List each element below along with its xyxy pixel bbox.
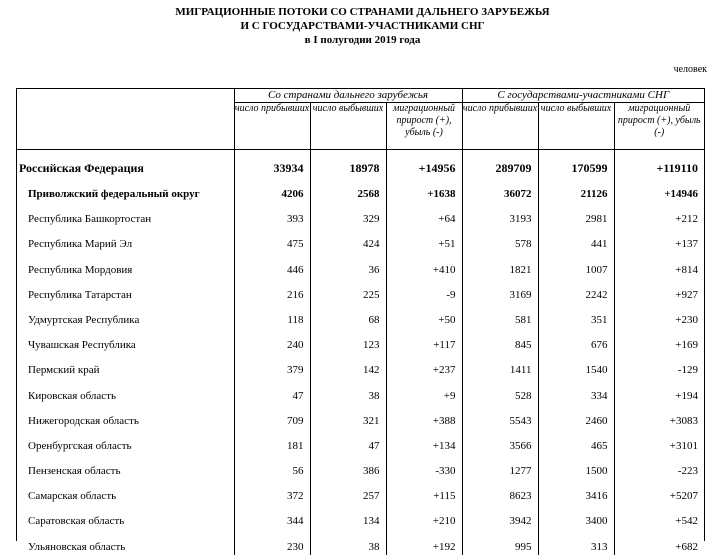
group-cis-header: С государствами-участниками СНГ: [462, 88, 704, 103]
cell-value: +410: [386, 252, 462, 277]
cell-value: +5207: [614, 479, 704, 504]
cell-value: 4206: [234, 178, 310, 202]
title-line-3: в I полугодии 2019 года: [304, 34, 421, 46]
cell-value: 38: [310, 529, 386, 554]
cell-value: 321: [310, 404, 386, 429]
cell-value: 36: [310, 252, 386, 277]
cell-value: 1540: [538, 353, 614, 378]
row-name: Чувашская Республика: [28, 339, 136, 352]
cell-value: +682: [614, 529, 704, 554]
cell-value: 578: [462, 227, 538, 252]
units-label: человек: [673, 64, 707, 75]
cell-value: +210: [386, 504, 462, 529]
table-row: [16, 404, 704, 429]
cell-value: +115: [386, 479, 462, 504]
cell-value: 845: [462, 328, 538, 353]
cell-value: +192: [386, 529, 462, 554]
cell-value: +388: [386, 404, 462, 429]
cell-value: 216: [234, 278, 310, 303]
cell-value: 289709: [462, 150, 538, 179]
row-name: Республика Башкортостан: [28, 213, 152, 226]
cell-value: +134: [386, 429, 462, 454]
cell-value: 465: [538, 429, 614, 454]
row-name: Российская Федерация: [19, 161, 144, 175]
cell-value: 170599: [538, 150, 614, 179]
cell-value: 8623: [462, 479, 538, 504]
row-name: Саратовская область: [28, 515, 125, 528]
far-departures-header: число выбывших: [310, 103, 386, 150]
table-row: [16, 303, 704, 328]
cell-value: +9: [386, 378, 462, 403]
cell-value: 1821: [462, 252, 538, 277]
cis-net-header: миграционный прирост (+), убыль (-): [614, 103, 704, 150]
cell-value: 38: [310, 378, 386, 403]
cell-value: 441: [538, 227, 614, 252]
header-sub-row: [16, 103, 704, 150]
cell-value: -129: [614, 353, 704, 378]
cell-value: +117: [386, 328, 462, 353]
cell-value: 1007: [538, 252, 614, 277]
cell-value: 18978: [310, 150, 386, 179]
table-row: [16, 504, 704, 529]
row-name: Кировская область: [28, 389, 117, 402]
cell-value: 47: [310, 429, 386, 454]
row-name: Приволжский федеральный округ: [28, 188, 200, 200]
cell-value: +237: [386, 353, 462, 378]
cell-value: 709: [234, 404, 310, 429]
cell-value: +64: [386, 202, 462, 227]
cis-arrivals-header: число прибывших: [462, 103, 538, 150]
cell-value: +212: [614, 202, 704, 227]
cell-value: +1638: [386, 178, 462, 202]
district-row: [16, 178, 704, 202]
cis-departures-header: число выбывших: [538, 103, 614, 150]
cell-value: 329: [310, 202, 386, 227]
cell-value: 446: [234, 252, 310, 277]
cell-value: +3101: [614, 429, 704, 454]
cell-value: 3400: [538, 504, 614, 529]
cell-value: 393: [234, 202, 310, 227]
report-title: [0, 5, 725, 47]
row-name: Нижегородская область: [28, 414, 139, 427]
table-row: [16, 328, 704, 353]
cell-value: 123: [310, 328, 386, 353]
title-line-2: И С ГОСУДАРСТВАМИ-УЧАСТНИКАМИ СНГ: [240, 20, 485, 32]
cell-value: 995: [462, 529, 538, 554]
cell-value: +14946: [614, 178, 704, 202]
cell-value: +169: [614, 328, 704, 353]
cell-value: +50: [386, 303, 462, 328]
cell-value: +542: [614, 504, 704, 529]
cell-value: 2568: [310, 178, 386, 202]
cell-value: 3169: [462, 278, 538, 303]
cell-value: 372: [234, 479, 310, 504]
table-row: [16, 202, 704, 227]
total-row: [16, 150, 704, 179]
cell-value: +119110: [614, 150, 704, 179]
cell-value: 475: [234, 227, 310, 252]
cell-value: 1277: [462, 454, 538, 479]
title-line-1: МИГРАЦИОННЫЕ ПОТОКИ СО СТРАНАМИ ДАЛЬНЕГО ЗАРУБЕЖЬЯ: [175, 6, 550, 18]
table-row: [16, 278, 704, 303]
table-row: [16, 429, 704, 454]
cell-value: 351: [538, 303, 614, 328]
cell-value: 33934: [234, 150, 310, 179]
cell-value: +194: [614, 378, 704, 403]
cell-value: 56: [234, 454, 310, 479]
cell-value: 379: [234, 353, 310, 378]
cell-value: 21126: [538, 178, 614, 202]
cell-value: 36072: [462, 178, 538, 202]
cell-value: 142: [310, 353, 386, 378]
cell-value: 344: [234, 504, 310, 529]
row-name: Пензенская область: [28, 465, 121, 478]
cell-value: 386: [310, 454, 386, 479]
row-name: Республика Татарстан: [28, 288, 132, 301]
far-arrivals-header: число прибывших: [234, 103, 310, 150]
cell-value: 2460: [538, 404, 614, 429]
cell-value: 2242: [538, 278, 614, 303]
far-net-header: миграционный прирост (+), убыль (-): [386, 103, 462, 150]
cell-value: 68: [310, 303, 386, 328]
cell-value: 118: [234, 303, 310, 328]
row-name: Республика Мордовия: [28, 263, 133, 276]
cell-value: +927: [614, 278, 704, 303]
cell-value: +3083: [614, 404, 704, 429]
row-name: Оренбургская область: [28, 439, 132, 452]
cell-value: +51: [386, 227, 462, 252]
cell-value: 3942: [462, 504, 538, 529]
row-name: Удмуртская Республика: [28, 313, 140, 326]
row-name: Самарская область: [28, 490, 117, 503]
cell-value: 676: [538, 328, 614, 353]
row-name: Республика Марий Эл: [28, 238, 133, 251]
cell-value: 3416: [538, 479, 614, 504]
table-row: [16, 529, 704, 554]
header-group-row: [16, 88, 704, 103]
table-row: [16, 479, 704, 504]
row-name: Ульяновская область: [28, 540, 126, 553]
cell-value: +230: [614, 303, 704, 328]
cell-value: -330: [386, 454, 462, 479]
cell-value: 3193: [462, 202, 538, 227]
cell-value: 257: [310, 479, 386, 504]
cell-value: 581: [462, 303, 538, 328]
migration-table: [16, 88, 704, 555]
table-row: [16, 353, 704, 378]
cell-value: -223: [614, 454, 704, 479]
cell-value: 334: [538, 378, 614, 403]
cell-value: 1411: [462, 353, 538, 378]
table-row: [16, 227, 704, 252]
cell-value: 2981: [538, 202, 614, 227]
row-name: Пермский край: [28, 364, 100, 377]
cell-value: 181: [234, 429, 310, 454]
cell-value: 528: [462, 378, 538, 403]
cell-value: +14956: [386, 150, 462, 179]
cell-value: 230: [234, 529, 310, 554]
cell-value: 47: [234, 378, 310, 403]
cell-value: 3566: [462, 429, 538, 454]
cell-value: 134: [310, 504, 386, 529]
cell-value: 313: [538, 529, 614, 554]
cell-value: 424: [310, 227, 386, 252]
cell-value: -9: [386, 278, 462, 303]
table-row: [16, 454, 704, 479]
group-far-abroad-header: Со странами дальнего зарубежья: [234, 88, 462, 103]
cell-value: 240: [234, 328, 310, 353]
table-row: [16, 378, 704, 403]
cell-value: 1500: [538, 454, 614, 479]
cell-value: 225: [310, 278, 386, 303]
cell-value: +814: [614, 252, 704, 277]
table-row: [16, 252, 704, 277]
cell-value: +137: [614, 227, 704, 252]
cell-value: 5543: [462, 404, 538, 429]
